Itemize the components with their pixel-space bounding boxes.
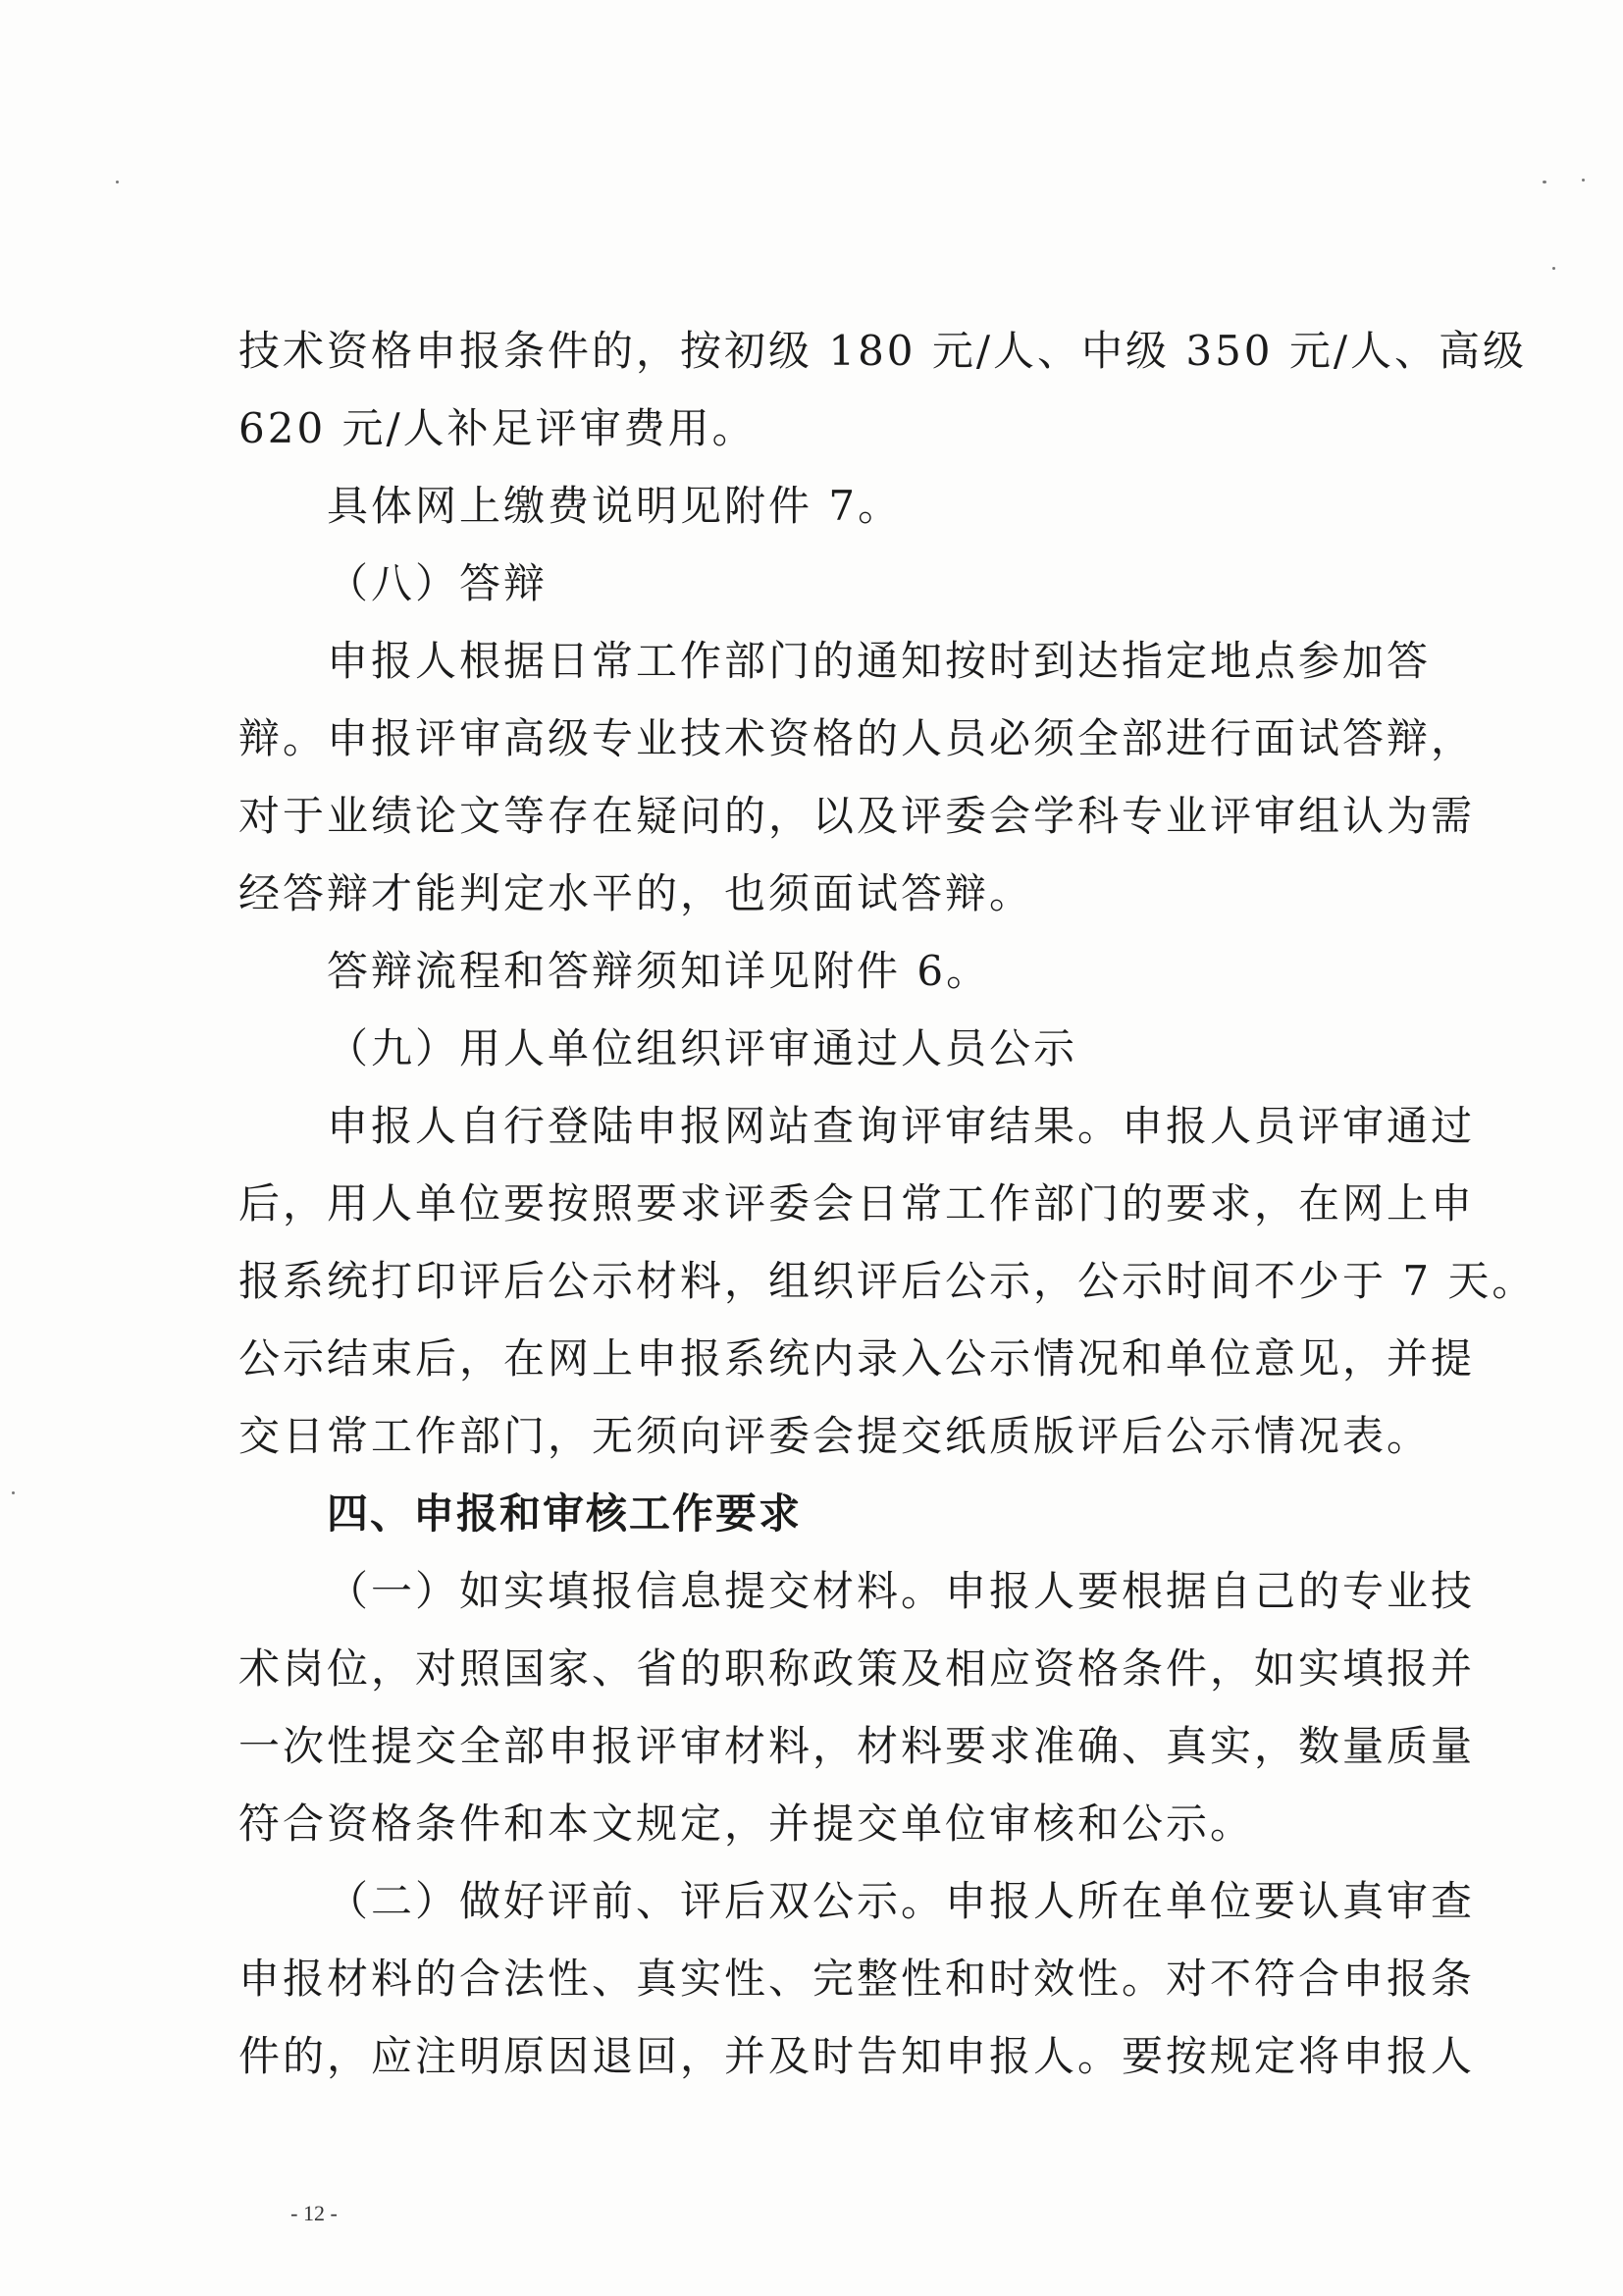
paragraph-line: 申报材料的合法性、真实性、完整性和时效性。对不符合申报条	[238, 1955, 1476, 2003]
paragraph-line: 申报人根据日常工作部门的通知按时到达指定地点参加答	[327, 637, 1432, 685]
paragraph-line: 答辩流程和答辩须知详见附件 6。	[327, 947, 991, 995]
paragraph-line: 报系统打印评后公示材料，组织评后公示，公示时间不少于 7 天。	[238, 1257, 1537, 1305]
scan-speck	[116, 181, 119, 183]
scan-speck	[12, 1491, 15, 1494]
paragraph-line: 件的，应注明原因退回，并及时告知申报人。要按规定将申报人	[238, 2032, 1476, 2080]
page-number: - 12 -	[290, 2201, 338, 2225]
paragraph-line: 公示结束后，在网上申报系统内录入公示情况和单位意见，并提	[238, 1334, 1476, 1383]
paragraph-line: 具体网上缴费说明见附件 7。	[327, 482, 903, 530]
paragraph-line: 一次性提交全部申报评审材料，材料要求准确、真实，数量质量	[238, 1722, 1476, 1770]
chapter-heading: 四、申报和审核工作要求	[327, 1489, 803, 1538]
section-heading: （八）答辩	[327, 559, 549, 607]
paragraph-line: （一）如实填报信息提交材料。申报人要根据自己的专业技	[327, 1567, 1476, 1615]
paragraph-line: 技术资格申报条件的，按初级 180 元/人、中级 350 元/人、高级	[238, 327, 1528, 375]
body-text	[238, 312, 1537, 2095]
paragraph-line: 对于业绩论文等存在疑问的，以及评委会学科专业评审组认为需	[238, 792, 1476, 840]
paragraph-line: 辩。申报评审高级专业技术资格的人员必须全部进行面试答辩，	[238, 714, 1476, 762]
paragraph-line: 后，用人单位要按照要求评委会日常工作部门的要求，在网上申	[238, 1179, 1476, 1227]
paragraph-line: 620 元/人补足评审费用。	[238, 404, 757, 452]
scan-speck	[1543, 181, 1546, 183]
paragraph-line: 交日常工作部门，无须向评委会提交纸质版评后公示情况表。	[238, 1412, 1432, 1460]
paragraph-line: 经答辩才能判定水平的，也须面试答辩。	[238, 869, 1034, 917]
scan-speck	[1552, 267, 1555, 270]
paragraph-line: 术岗位，对照国家、省的职称政策及相应资格条件，如实填报并	[238, 1644, 1476, 1693]
paragraph-line: 符合资格条件和本文规定，并提交单位审核和公示。	[238, 1800, 1255, 1848]
paragraph-line: 申报人自行登陆申报网站查询评审结果。申报人员评审通过	[327, 1102, 1476, 1150]
scan-speck	[1582, 179, 1585, 182]
paragraph-line: （二）做好评前、评后双公示。申报人所在单位要认真审查	[327, 1877, 1476, 1925]
section-heading: （九）用人单位组织评审通过人员公示	[327, 1024, 1078, 1072]
